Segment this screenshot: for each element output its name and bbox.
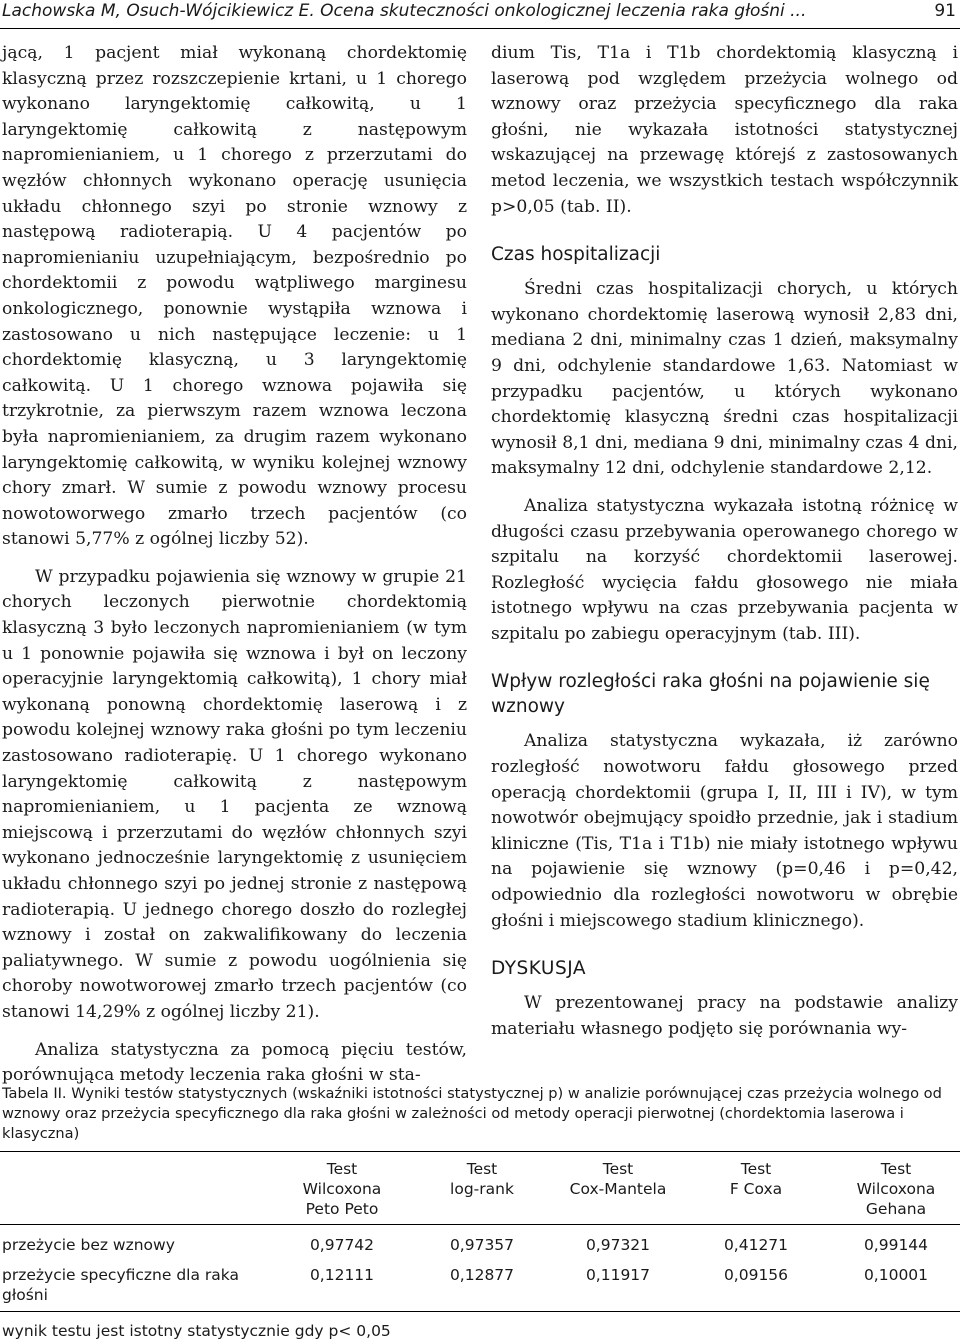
right-column: [491, 41, 958, 1042]
header-line: Test: [466, 1160, 498, 1178]
running-title: Lachowska M, Osuch-Wójcikiewicz E. Ocena skuteczności onkologicznej leczenia raka głośni ...: [2, 1, 807, 21]
table-cell: 0,41271: [723, 1236, 789, 1254]
row-label: przeżycie specyficzne dla raka głośni: [2, 1266, 239, 1304]
table-header-rule: [0, 1224, 960, 1225]
section-heading-discussion: DYSKUSJA: [491, 958, 586, 980]
header-line: Test: [880, 1160, 912, 1178]
page-number: 91: [934, 1, 956, 21]
table-header-col-1: [272, 1159, 412, 1219]
table-header-col-3: [548, 1159, 688, 1199]
table-footnote: wynik testu jest istotny statystycznie gdy p< 0,05: [2, 1322, 391, 1340]
header-line: Gehana: [865, 1200, 927, 1218]
header-line: Wilcoxona: [302, 1180, 382, 1198]
running-header: [0, 0, 960, 30]
table-cell: 0,11917: [585, 1266, 651, 1284]
table-cell: 0,99144: [863, 1236, 929, 1254]
table-cell: 0,09156: [723, 1266, 789, 1284]
header-line: Cox-Mantela: [569, 1180, 667, 1198]
right-paragraph-1: dium Tis, T1a i T1b chordektomią klasyczną i laserową pod względem przeżycia wolnego od wznowy oraz przeżycia specyficznego dla raka głośni, nie wykazała istotności statystycznej wskazującej na przewagę którejś z zastosowanych metod leczenia, we wszystkich testach współczynnik p>0,05 (tab. II).: [491, 43, 958, 217]
table-header-col-4: [686, 1159, 826, 1199]
header-line: F Coxa: [729, 1180, 783, 1198]
table-cell: 0,10001: [863, 1266, 929, 1284]
right-paragraph-2: Średni czas hospitalizacji chorych, u których wykonano chordektomię laserową wynosił 2,83 dni, mediana 2 dni, minimalny czas 1 dzień, maksymalny 9 dni, odchylenie standardowe 1,63. Natomiast w przypadku pacjentów, u których wykonano chordektomię klasyczną średni czas hospitalizacji wynosił 8,1 dni, mediana 9 dni, minimalny czas 4 dni, maksymalny 12 dni, odchylenie standardowe 2,12.: [491, 279, 958, 479]
left-paragraph-2: W przypadku pojawienia się wznowy w grupie 21 chorych leczonych pierwotnie chordektomią klasyczną 3 było leczonych napromienianiem (w tym u 1 ponownie pojawiła się wznowa i był on leczony operacyjnie laryngektomią całkowitą), 1 chory miał wykonaną ponowną chordektomię laserową i z powodu kolejnej wznowy raka głośni po tym leczeniu zastosowano radioterapię. U 1 chorego wykonano laryngektomię całkowitą z następowym napromienianiem, u 1 pacjenta ze wznową miejscową i przerzutami do węzłów chłonnych szyi wykonano jednocześnie laryngektomię z usunięciem układu chłonnego szyi po jednej stronie z następową radioterapią. U jednego chorego doszło do rozległej wznowy i został on zakwalifikowany do leczenia paliatywnego. W sumie z powodu uogólnienia się choroby nowotworowej zmarło trzech pacjentów (co stanowi 14,29% z ogólnej liczby 21).: [2, 566, 467, 1022]
header-line: Test: [602, 1160, 634, 1178]
table-top-rule: [0, 1151, 960, 1152]
section-heading-recurrence: Wpływ rozległości raka głośni na pojawienie się wznowy: [491, 671, 930, 718]
table-caption: Tabela II. Wyniki testów statystycznych (wskaźniki istotności statystycznej p) w analizie porównującej czas przeżycia wolnego od wznowy oraz przeżycia specyficznego dla raka głośni w zależności od metody operacji pierwotnej (chordektomia laserowa i klasyczna): [2, 1085, 942, 1142]
header-line: Wilcoxona: [856, 1180, 936, 1198]
right-paragraph-3: Analiza statystyczna wykazała istotną różnicę w długości czasu przebywania operowanego chorego w szpitalu na korzyść chordektomii laserowej. Rozległość wycięcia fałdu głosowego nie miała istotnego wpływu na czas przebywania pacjenta w szpitalu po zabiegu operacyjnym (tab. III).: [491, 495, 958, 644]
table-cell: 0,97742: [309, 1236, 375, 1254]
left-paragraph-3: Analiza statystyczna za pomocą pięciu testów, porównująca metody leczenia raka głośni w sta-: [2, 1039, 467, 1086]
header-line: Test: [740, 1160, 772, 1178]
header-line: log-rank: [450, 1180, 514, 1198]
left-paragraph-1: jącą, 1 pacjent miał wykonaną chordektomię klasyczną przez rozszczepienie krtani, u 1 chorego wykonano laryngektomię całkowitą, u 1 laryngektomię całkowitą z następowym napromienianiem, u 1 chorego z przerzutami do węzłów chłonnych wykonano operację usunięcia układu chłonnego szyi po stronie wznowy z następową radioterapią. U 4 pacjentów po napromienianiu uzupełniającym, bezpośrednio po chordektomii z powodu wątpliwego marginesu onkologicznego, ponownie wystąpiła wznowa i zastosowano u nich następujące leczenie: u 1 chordektomię klasyczną, u 3 laryngektomię całkowitą. U 1 chorego wznowa pojawiła się trzykrotnie, za pierwszym razem wznowa leczona była napromienianiem, za drugim razem wykonano laryngektomię całkowitą, w wyniku kolejnej wznowy chory zmarł. W sumie z powodu wznowy procesu nowotoworwego zmarło trzech pacjentów (co stanowi 5,77% z ogólnej liczby 52).: [2, 43, 467, 550]
table-cell: 0,12877: [449, 1266, 515, 1284]
header-line: Peto Peto: [305, 1200, 379, 1218]
table-cell: 0,97321: [585, 1236, 651, 1254]
left-column: [2, 41, 467, 1089]
table-header-col-2: [412, 1159, 552, 1199]
row-label: przeżycie bez wznowy: [2, 1236, 175, 1254]
header-line: Test: [326, 1160, 358, 1178]
header-rule: [0, 28, 960, 29]
table-bottom-rule: [0, 1311, 960, 1312]
table-cell: 0,97357: [449, 1236, 515, 1254]
right-paragraph-5: W prezentowanej pracy na podstawie analizy materiału własnego podjęto się porównania wy-: [491, 993, 958, 1039]
table-header-col-5: [826, 1159, 960, 1219]
right-paragraph-4: Analiza statystyczna wykazała, iż zarówno rozległość nowotworu fałdu głosowego przed operacją chordektomii (grupa I, II, III i IV), w tym nowotwór obejmujący spoidło przednie, jak i stadium kliniczne (Tis, T1a i T1b) nie miały istotnego wpływu na pojawienie się wznowy (p=0,46 i p=0,42, odpowiednio dla rozległości nowotworu w obrębie głośni i miejscowego stadium klinicznego).: [491, 731, 958, 931]
table-cell: 0,12111: [309, 1266, 375, 1284]
section-heading-hospitalization: Czas hospitalizacji: [491, 244, 661, 266]
